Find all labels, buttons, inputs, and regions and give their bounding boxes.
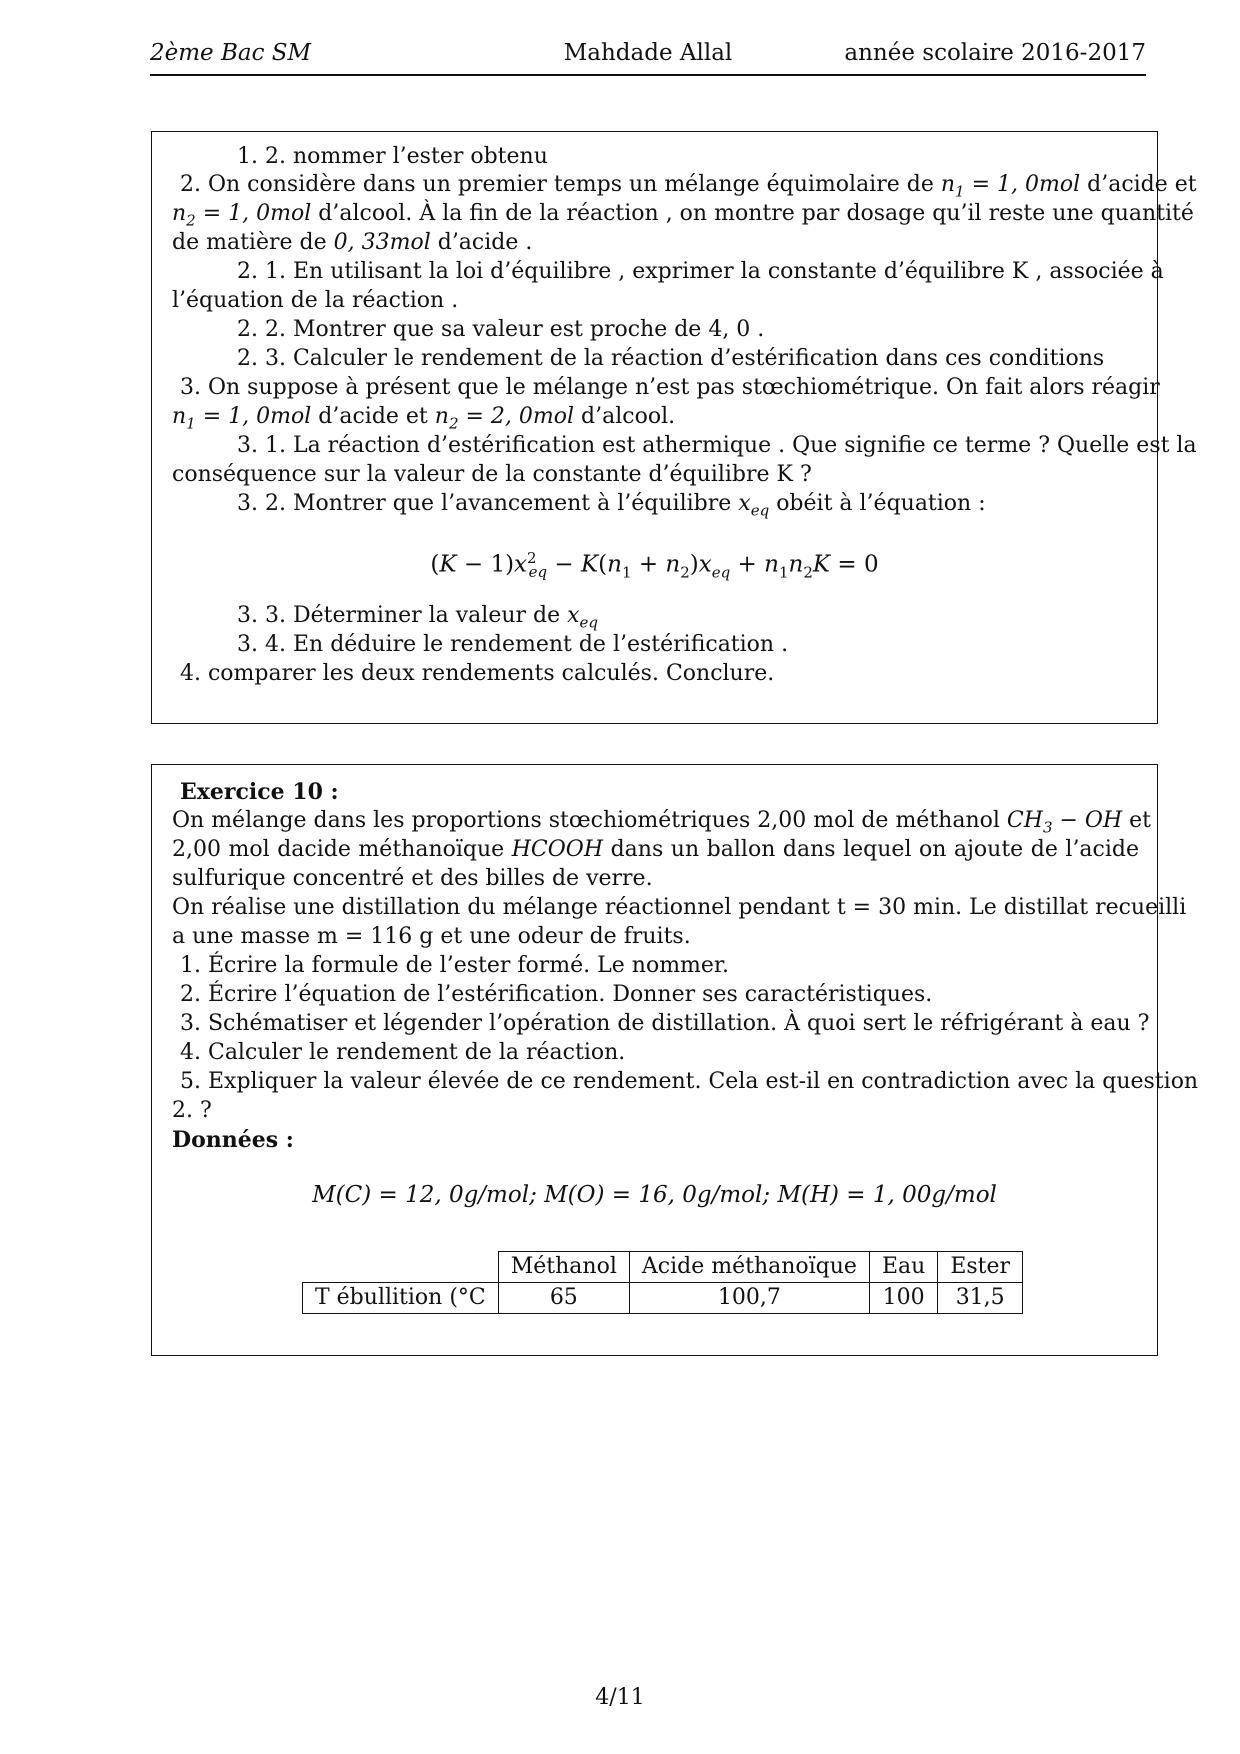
- n2-formula: $n_2 = 1$, 0mol: [172, 201, 312, 230]
- intro-line3: sulfurique concentré et des billes de verre.: [172, 866, 653, 891]
- intro-line4: On réalise une distillation du mélange réactionnel pendant t = 30 min. Le distillat recueilli: [172, 895, 1187, 920]
- n2b-formula: $n_2 = 2$, 0mol: [434, 404, 575, 433]
- table-row-label: T ébullition (°C: [303, 1283, 499, 1314]
- q-3-4: 3. 4. En déduire le rendement de l’estérification .: [237, 632, 789, 657]
- q-2-line3: de matière de 0, 33mol d’acide .: [172, 230, 533, 255]
- q-2-line1: 2. On considère dans un premier temps un mélange équimolaire de $n_1 = 1$, 0mol d’acide et: [180, 172, 1197, 201]
- table-cell: 31,5: [938, 1283, 1023, 1314]
- q-1-2: 1. 2. nommer l’ester obtenu: [237, 144, 548, 169]
- page-number: 4/11: [595, 1685, 645, 1710]
- ex10-q1: 1. Écrire la formule de l’ester formé. Le nommer.: [180, 953, 730, 978]
- q-3-1-line1: 3. 1. La réaction d’estérification est athermique . Que signifie ce terme ? Quelle est la: [237, 433, 1197, 458]
- q-2-line2: $n_2 = 1$, 0mol d’alcool. À la fin de la réaction , on montre par dosage qu’il reste une quantité: [172, 201, 1194, 230]
- header-author: Mahdade Allal: [563, 40, 733, 66]
- q-2-3: 2. 3. Calculer le rendement de la réaction d’estérification dans ces conditions: [237, 346, 1105, 371]
- q-2-1-line2: l’équation de la réaction .: [172, 288, 459, 313]
- ex10-q4: 4. Calculer le rendement de la réaction.: [180, 1040, 626, 1065]
- ex10-q5: 5. Expliquer la valeur élevée de ce rendement. Cela est-il en contradiction avec la question: [180, 1069, 1199, 1094]
- q-3-1-line2: conséquence sur la valeur de la constante d’équilibre K ?: [172, 462, 812, 487]
- intro-line2: 2,00 mol dacide méthanoïque HCOOH dans un ballon dans lequel on ajoute de l’acide: [172, 837, 1140, 862]
- table-row: [303, 1283, 1023, 1314]
- table-header-row: [303, 1252, 1023, 1283]
- ex10-q5-cont: 2. ?: [172, 1098, 212, 1123]
- exercise-continuation-box: [151, 131, 1197, 724]
- table-header: Acide méthanoïque: [629, 1252, 869, 1283]
- table-header: Ester: [938, 1252, 1023, 1283]
- donnees-heading: Données :: [172, 1127, 294, 1153]
- exercise-10-box: [151, 764, 1199, 1356]
- intro-line5: a une masse m = 116 g et une odeur de fruits.: [172, 924, 691, 949]
- exercise-10-title: Exercice 10 :: [180, 779, 339, 805]
- ex10-q3: 3. Schématiser et légender l’opération de distillation. À quoi sert le réfrigérant à eau ?: [180, 1011, 1150, 1036]
- intro-line1: On mélange dans les proportions stœchiométriques 2,00 mol de méthanol $CH_3$ − OH et: [172, 808, 1152, 837]
- q-3-3: 3. 3. Déterminer la valeur de $x_{eq}$: [237, 603, 599, 632]
- header-class: 2ème Bac SM: [150, 40, 312, 66]
- xeq-symbol-2: $x_{eq}$: [567, 603, 599, 632]
- q-3-line2: $n_1 = 1$, 0mol d’acide et $n_2 = 2$, 0mol d’alcool.: [172, 404, 676, 433]
- q-2-1-line1: 2. 1. En utilisant la loi d’équilibre , exprimer la constante d’équilibre K , associée à: [237, 259, 1164, 284]
- table-cell: 65: [498, 1283, 629, 1314]
- q-4: 4. comparer les deux rendements calculés. Conclure.: [180, 661, 775, 686]
- q-2-2: 2. 2. Montrer que sa valeur est proche de 4, 0 .: [237, 317, 765, 342]
- header-year: année scolaire 2016-2017: [844, 40, 1146, 66]
- n1b-formula: $n_1 = 1$, 0mol: [172, 404, 312, 433]
- methanol-formula: $CH_3$ − OH: [1006, 808, 1123, 837]
- table-cell: 100: [869, 1283, 937, 1314]
- table-header: Méthanol: [498, 1252, 629, 1283]
- n1-formula: $n_1 = 1$, 0mol: [940, 172, 1081, 201]
- xeq-symbol: $x_{eq}$: [738, 491, 770, 520]
- q-3-line1: 3. On suppose à présent que le mélange n’est pas stœchiométrique. On fait alors réagir: [180, 375, 1160, 400]
- boiling-points-table: [302, 1251, 1023, 1314]
- quantity-formula: 0, 33mol: [333, 230, 431, 255]
- page-header: [150, 40, 1146, 76]
- acid-formula: HCOOH: [511, 837, 604, 862]
- table-corner: [303, 1252, 499, 1283]
- molar-masses: M(C) = 12, 0g/mol; M(O) = 16, 0g/mol; M(H) = 1, 00g/mol: [312, 1182, 997, 1208]
- equilibrium-equation: $(K - 1)x^2_{eq} - K(n_1 + n_2)x_{eq} + n_1n_2K = 0$: [430, 549, 879, 582]
- table-cell: 100,7: [629, 1283, 869, 1314]
- table-header: Eau: [869, 1252, 937, 1283]
- q-3-2: 3. 2. Montrer que l’avancement à l’équilibre $x_{eq}$ obéit à l’équation :: [237, 491, 986, 520]
- ex10-q2: 2. Écrire l’équation de l’estérification. Donner ses caractéristiques.: [180, 982, 933, 1007]
